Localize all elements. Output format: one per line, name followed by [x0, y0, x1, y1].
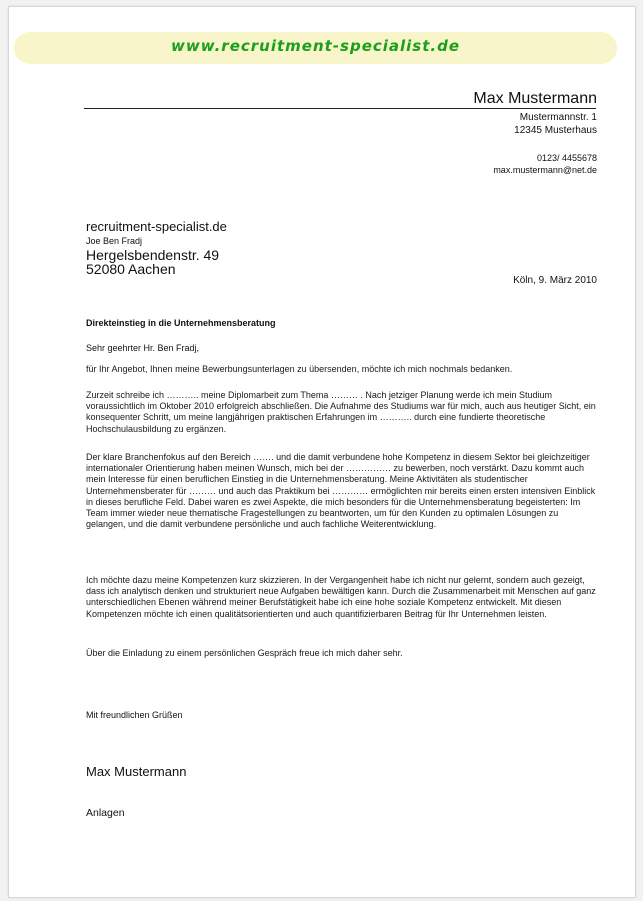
body-paragraph: Ich möchte dazu meine Kompetenzen kurz skizzieren. In der Vergangenheit habe ich nicht nur gelernt, sondern auch gezeigt, dass ich analytisch denken und strukturiert neue Aufgaben bewältigen kann. Durch die Zusammenarbeit mit Menschen auf ganz unterschiedlichen Ebenen während meiner Berufstätigkeit habe ich eine hohe soziale Kompetenz entwickelt. Mit diesen Kompetenzen möchte ich einen qualitätsorientierten und auch quantifizierbaren Beitrag für Ihr Unternehmen leisten.	[86, 575, 596, 619]
body-paragraph: Zurzeit schreibe ich ……….. meine Diplomarbeit zum Thema ……… . Nach jetziger Planung werde ich mein Studium voraussichtlich im Oktober 2010 erfolgreich abschließen. Die Aufnahme des Studiums war für mich, auch aus heutiger Sicht, ein konsequenter Schritt, um meine langjährigen praktischen Erfahrungen im ……….. durch eine fundierte theoretische Hochschulausbildung zu ergänzen.	[86, 390, 596, 434]
website-banner	[14, 32, 617, 64]
body-paragraph: Der klare Branchenfokus auf den Bereich ……. und die damit verbundene hohe Kompetenz in diesem Sektor bei gleichzeitiger internationaler Orientierung haben meinen Wunsch, mich bei der …………… zu bewerben, noch verstärkt. Dazu kommt auch mein Interesse für einen beruflichen Einstieg in die Unternehmensberatung. Meine Aktivitäten als studentischer Unternehmensberater für ……… und auch das Praktikum bei ………… ermöglichten mir bereits einen ersten intensiven Einblick in dieses berufliche Feld. Dabei waren es zwei Aspekte, die mich besonders für die Unternehmensberatung begeisterten: Im Team immer wieder neue thematische Fragestellungen zu beantworten, um für den Kunden zu optimalen Lösungen zu gelangen, und die damit verbundene persönliche und auch fachliche Weiterentwicklung.	[86, 452, 596, 530]
closing-phrase: Mit freundlichen Grüßen	[86, 710, 183, 720]
sender-divider	[84, 108, 596, 109]
sender-name: Max Mustermann	[473, 90, 597, 107]
letter-date: Köln, 9. März 2010	[513, 275, 597, 286]
sender-email: max.mustermann@net.de	[493, 165, 597, 175]
letter-subject: Direkteinstieg in die Unternehmensberatung	[86, 318, 276, 328]
sender-street: Mustermannstr. 1	[519, 112, 597, 123]
recipient-company: recruitment-specialist.de	[86, 219, 227, 234]
recipient-person: Joe Ben Fradj	[86, 236, 143, 246]
salutation: Sehr geehrter Hr. Ben Fradj,	[86, 343, 200, 353]
recipient-street: Hergelsbendenstr. 49	[86, 247, 220, 263]
sender-phone: 0123/ 4455678	[536, 153, 597, 163]
recipient-city: 52080 Aachen	[86, 261, 176, 277]
enclosure-label: Anlagen	[86, 807, 125, 819]
signature-name: Max Mustermann	[86, 764, 187, 779]
banner-url: www.recruitment-specialist.de	[170, 37, 461, 55]
sender-city: 12345 Musterhaus	[514, 125, 597, 136]
body-paragraph: Über die Einladung zu einem persönlichen Gespräch freue ich mich daher sehr.	[86, 648, 403, 658]
body-paragraph: für Ihr Angebot, Ihnen meine Bewerbungsunterlagen zu übersenden, möchte ich mich nochmals bedanken.	[86, 364, 513, 374]
